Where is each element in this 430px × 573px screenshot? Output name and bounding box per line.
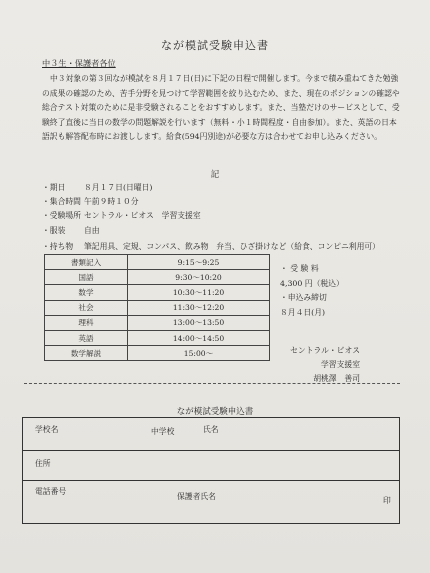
fee-label: ・ 受 験 料	[280, 264, 319, 273]
addressee: 中３生・保護者各位	[42, 58, 116, 68]
info-label: ・期日	[42, 183, 66, 192]
info-label: ・服装	[42, 226, 66, 235]
fee-block	[280, 262, 390, 320]
schedule-subject: 数学	[45, 285, 128, 300]
info-belongings	[42, 240, 402, 253]
schedule-subject: 数学解説	[45, 346, 128, 361]
table-row	[45, 300, 270, 315]
form-divider	[23, 450, 399, 451]
table-row	[45, 315, 270, 330]
table-row	[45, 346, 270, 361]
schedule-subject: 社会	[45, 300, 128, 315]
table-row	[45, 330, 270, 345]
schedule-time: 9:15～9:25	[128, 255, 270, 270]
deadline-label: ・申込み締切	[280, 293, 327, 303]
info-label: ・集合時間	[42, 197, 81, 206]
cut-line	[24, 383, 400, 384]
form-divider	[23, 480, 399, 481]
info-label: ・持ち物	[42, 242, 74, 251]
application-form	[22, 417, 400, 524]
info-value: 筆記用具、定規、コンパス、飲み物 弁当、ひざ掛けなど（給食、コンピニ利用可）	[84, 242, 380, 251]
schedule-subject: 英語	[45, 330, 128, 345]
schedule-time: 14:00～14:50	[128, 330, 270, 345]
school-label: 学校名	[35, 425, 59, 434]
form-title: なが模試受験申込書	[176, 407, 254, 417]
table-row	[45, 255, 270, 270]
sign-org: セントラル・ビオス	[290, 346, 360, 355]
info-dress	[42, 225, 100, 236]
info-venue	[42, 210, 201, 221]
document-title: なが模試受験申込書	[161, 39, 269, 52]
seal-mark: 印	[383, 496, 391, 505]
phone-label: 電話番号	[35, 487, 67, 496]
info-value: 午前９時１０分	[84, 197, 139, 206]
schedule-subject: 書類記入	[45, 255, 128, 270]
info-gather-time	[42, 196, 139, 207]
schedule-table	[44, 254, 270, 361]
sign-dept: 学習支援室	[321, 360, 360, 369]
guardian-label: 保護者氏名	[177, 492, 216, 501]
schedule-time: 15:00～	[128, 346, 270, 361]
schedule-time: 13:00～13:50	[128, 315, 270, 330]
ki-heading: 記	[210, 170, 220, 180]
info-value: 自由	[84, 226, 100, 235]
schedule-time: 10:30～11:20	[128, 285, 270, 300]
fee-value: 4,300 円（税込）	[280, 278, 344, 288]
address-label: 住所	[35, 459, 51, 468]
table-row	[45, 285, 270, 300]
info-date	[42, 182, 152, 193]
schedule-time: 9:30～10:20	[128, 270, 270, 285]
schedule-time: 11:30～12:20	[128, 300, 270, 315]
body-paragraph: 中３対象の第３回なが模試を８月１７日(日)に下記の日程で開催します。今まで積み重ねてきた勉強の成果の確認のため、苦手分野を見つけて学習範囲を絞り込むため、また、現在のポジションの確認や総合テスト対策のために是非受験されることをおすすめします。また、当塾だけのサービスとして、受験終了直後に当日の数学の問題解説を行います（無料・小１時間程度・自由参加）。また、英語の日本語訳も解答配布時にお渡しします。給食(594円別途)が必要な方は合わせてお申し込みください。	[42, 74, 400, 142]
table-row	[45, 270, 270, 285]
deadline-value: ８月４日(月)	[280, 307, 326, 317]
info-value: ８月１７日(日曜日)	[84, 183, 153, 192]
schedule-subject: 理科	[45, 315, 128, 330]
sign-person: 胡桃澤 善司	[313, 374, 360, 383]
info-value: セントラル・ビオス 学習支援室	[84, 211, 201, 220]
schedule-subject: 国語	[45, 270, 128, 285]
name-label: 氏名	[203, 425, 219, 434]
school-suffix: 中学校	[151, 427, 175, 436]
info-label: ・受験場所	[42, 211, 81, 220]
